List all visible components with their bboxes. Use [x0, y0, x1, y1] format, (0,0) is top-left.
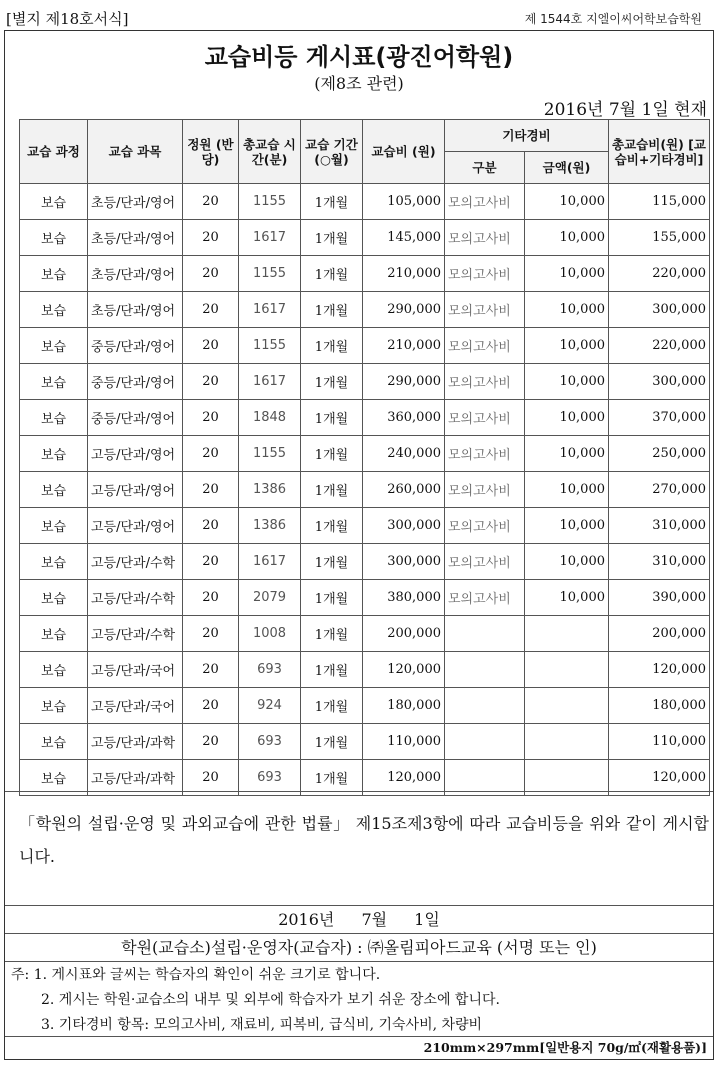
- table-row: [20, 256, 710, 292]
- cell-other-amount: 10,000: [525, 508, 609, 544]
- cell-hours: 1617: [239, 220, 301, 256]
- divider: [5, 933, 713, 934]
- cell-other-type: 모의고사비: [445, 508, 525, 544]
- cell-period: 1개월: [301, 220, 363, 256]
- cell-fee: 300,000: [363, 508, 445, 544]
- table-row: [20, 364, 710, 400]
- cell-fee: 200,000: [363, 616, 445, 652]
- cell-subject: 중등/단과/영어: [88, 328, 183, 364]
- cell-other-amount: 10,000: [525, 580, 609, 616]
- cell-capacity: 20: [183, 184, 239, 220]
- cell-period: 1개월: [301, 724, 363, 760]
- cell-subject: 고등/단과/과학: [88, 724, 183, 760]
- cell-fee: 105,000: [363, 184, 445, 220]
- cell-period: 1개월: [301, 400, 363, 436]
- cell-fee: 145,000: [363, 220, 445, 256]
- cell-total: 220,000: [609, 256, 710, 292]
- cell-total: 180,000: [609, 688, 710, 724]
- cell-period: 1개월: [301, 688, 363, 724]
- cell-capacity: 20: [183, 364, 239, 400]
- cell-course: 보습: [20, 652, 88, 688]
- cell-period: 1개월: [301, 616, 363, 652]
- cell-subject: 고등/단과/영어: [88, 472, 183, 508]
- cell-other-amount: 10,000: [525, 436, 609, 472]
- divider: [5, 905, 713, 906]
- cell-course: 보습: [20, 724, 88, 760]
- table-row: [20, 292, 710, 328]
- sign-date: 2016년 7월 1일: [278, 910, 440, 929]
- current-date: 2016년 7월 1일 현재: [543, 100, 707, 120]
- table-row: [20, 472, 710, 508]
- cell-capacity: 20: [183, 328, 239, 364]
- header-fee: 교습비 (원): [363, 120, 445, 184]
- cell-period: 1개월: [301, 760, 363, 796]
- cell-other-type: 모의고사비: [445, 328, 525, 364]
- cell-hours: 1008: [239, 616, 301, 652]
- cell-other-amount: 10,000: [525, 400, 609, 436]
- cell-other-type: [445, 652, 525, 688]
- page-subtitle: (제8조 관련): [314, 74, 404, 93]
- cell-capacity: 20: [183, 760, 239, 796]
- cell-capacity: 20: [183, 256, 239, 292]
- cell-capacity: 20: [183, 400, 239, 436]
- cell-period: 1개월: [301, 508, 363, 544]
- cell-total: 310,000: [609, 544, 710, 580]
- law-statement: 「학원의 설립·운영 및 과외교습에 관한 법률」 제15조제3항에 따라 교습비등을 위와 같이 게시합니다.: [19, 814, 709, 866]
- cell-total: 390,000: [609, 580, 710, 616]
- cell-other-type: 모의고사비: [445, 292, 525, 328]
- divider: [5, 961, 713, 962]
- cell-course: 보습: [20, 436, 88, 472]
- table-row: [20, 580, 710, 616]
- cell-course: 보습: [20, 364, 88, 400]
- header-other-amount: 금액(원): [525, 152, 609, 184]
- header-hours: 총교습 시간(분): [239, 120, 301, 184]
- table-row: [20, 616, 710, 652]
- cell-other-type: 모의고사비: [445, 256, 525, 292]
- cell-subject: 고등/단과/수학: [88, 580, 183, 616]
- cell-other-amount: 10,000: [525, 292, 609, 328]
- cell-total: 120,000: [609, 760, 710, 796]
- cell-subject: 고등/단과/수학: [88, 616, 183, 652]
- fee-table: [19, 119, 710, 796]
- cell-subject: 고등/단과/과학: [88, 760, 183, 796]
- cell-hours: 1386: [239, 508, 301, 544]
- cell-period: 1개월: [301, 436, 363, 472]
- cell-capacity: 20: [183, 544, 239, 580]
- cell-total: 300,000: [609, 292, 710, 328]
- cell-other-amount: 10,000: [525, 184, 609, 220]
- table-row: [20, 508, 710, 544]
- cell-hours: 1155: [239, 256, 301, 292]
- header-capacity: 정원 (반당): [183, 120, 239, 184]
- cell-course: 보습: [20, 508, 88, 544]
- cell-capacity: 20: [183, 292, 239, 328]
- cell-fee: 290,000: [363, 364, 445, 400]
- cell-capacity: 20: [183, 724, 239, 760]
- cell-hours: 924: [239, 688, 301, 724]
- table-row: [20, 436, 710, 472]
- cell-other-amount: 10,000: [525, 544, 609, 580]
- cell-other-type: 모의고사비: [445, 400, 525, 436]
- cell-other-type: [445, 688, 525, 724]
- cell-capacity: 20: [183, 688, 239, 724]
- cell-other-type: 모의고사비: [445, 580, 525, 616]
- table-row: [20, 724, 710, 760]
- cell-total: 220,000: [609, 328, 710, 364]
- cell-capacity: 20: [183, 436, 239, 472]
- cell-other-amount: 10,000: [525, 364, 609, 400]
- cell-period: 1개월: [301, 364, 363, 400]
- cell-other-amount: [525, 652, 609, 688]
- table-row: [20, 184, 710, 220]
- cell-total: 370,000: [609, 400, 710, 436]
- cell-other-type: 모의고사비: [445, 220, 525, 256]
- cell-total: 300,000: [609, 364, 710, 400]
- cell-other-type: 모의고사비: [445, 544, 525, 580]
- cell-capacity: 20: [183, 472, 239, 508]
- cell-capacity: 20: [183, 220, 239, 256]
- cell-capacity: 20: [183, 652, 239, 688]
- cell-fee: 290,000: [363, 292, 445, 328]
- cell-subject: 고등/단과/국어: [88, 688, 183, 724]
- cell-hours: 693: [239, 724, 301, 760]
- cell-period: 1개월: [301, 472, 363, 508]
- header-period: 교습 기간 (○월): [301, 120, 363, 184]
- header-other-type: 구분: [445, 152, 525, 184]
- table-row: [20, 220, 710, 256]
- form-label: [별지 제18호서식]: [6, 10, 129, 28]
- cell-fee: 380,000: [363, 580, 445, 616]
- cell-other-type: 모의고사비: [445, 184, 525, 220]
- divider: [5, 1036, 713, 1037]
- operator-line: 학원(교습소)설립·운영자(교습자) : ㈜올림피아드교육 (서명 또는 인): [121, 938, 597, 957]
- cell-course: 보습: [20, 544, 88, 580]
- cell-other-amount: 10,000: [525, 220, 609, 256]
- cell-hours: 1848: [239, 400, 301, 436]
- cell-fee: 260,000: [363, 472, 445, 508]
- cell-period: 1개월: [301, 256, 363, 292]
- cell-period: 1개월: [301, 544, 363, 580]
- cell-period: 1개월: [301, 184, 363, 220]
- fee-table-body: [20, 184, 710, 796]
- cell-other-type: [445, 616, 525, 652]
- cell-total: 310,000: [609, 508, 710, 544]
- cell-hours: 1617: [239, 544, 301, 580]
- cell-other-amount: 10,000: [525, 256, 609, 292]
- cell-other-amount: [525, 688, 609, 724]
- cell-fee: 110,000: [363, 724, 445, 760]
- table-row: [20, 400, 710, 436]
- cell-hours: 1155: [239, 184, 301, 220]
- cell-subject: 중등/단과/영어: [88, 400, 183, 436]
- cell-capacity: 20: [183, 508, 239, 544]
- cell-subject: 중등/단과/영어: [88, 364, 183, 400]
- cell-period: 1개월: [301, 580, 363, 616]
- cell-period: 1개월: [301, 652, 363, 688]
- cell-other-type: 모의고사비: [445, 436, 525, 472]
- cell-other-amount: 10,000: [525, 328, 609, 364]
- cell-subject: 고등/단과/영어: [88, 508, 183, 544]
- cell-course: 보습: [20, 760, 88, 796]
- form-number: 제 1544호 지엘이씨어학보습학원: [524, 12, 702, 26]
- cell-total: 200,000: [609, 616, 710, 652]
- cell-hours: 1155: [239, 436, 301, 472]
- cell-course: 보습: [20, 400, 88, 436]
- cell-other-type: [445, 724, 525, 760]
- cell-fee: 210,000: [363, 256, 445, 292]
- cell-course: 보습: [20, 220, 88, 256]
- table-row: [20, 328, 710, 364]
- cell-other-amount: 10,000: [525, 472, 609, 508]
- cell-capacity: 20: [183, 616, 239, 652]
- cell-subject: 초등/단과/영어: [88, 256, 183, 292]
- page-title: 교습비등 게시표(광진어학원): [204, 43, 514, 71]
- cell-fee: 360,000: [363, 400, 445, 436]
- table-row: [20, 544, 710, 580]
- cell-period: 1개월: [301, 328, 363, 364]
- cell-subject: 고등/단과/수학: [88, 544, 183, 580]
- cell-total: 115,000: [609, 184, 710, 220]
- cell-total: 250,000: [609, 436, 710, 472]
- cell-course: 보습: [20, 616, 88, 652]
- cell-total: 270,000: [609, 472, 710, 508]
- cell-hours: 1617: [239, 364, 301, 400]
- cell-hours: 2079: [239, 580, 301, 616]
- cell-fee: 180,000: [363, 688, 445, 724]
- cell-period: 1개월: [301, 292, 363, 328]
- form-frame: [4, 30, 714, 1060]
- header-total: 총교습비(원) [교습비+기타경비]: [609, 120, 710, 184]
- cell-hours: 693: [239, 760, 301, 796]
- cell-subject: 초등/단과/영어: [88, 292, 183, 328]
- cell-total: 155,000: [609, 220, 710, 256]
- cell-capacity: 20: [183, 580, 239, 616]
- cell-total: 110,000: [609, 724, 710, 760]
- cell-hours: 1617: [239, 292, 301, 328]
- cell-course: 보습: [20, 688, 88, 724]
- cell-fee: 240,000: [363, 436, 445, 472]
- cell-fee: 120,000: [363, 760, 445, 796]
- divider: [5, 791, 713, 792]
- note-item: 주: 1. 게시표와 글씨는 학습자의 확인이 쉬운 크기로 합니다.: [11, 967, 381, 983]
- cell-subject: 고등/단과/영어: [88, 436, 183, 472]
- table-row: [20, 652, 710, 688]
- cell-subject: 초등/단과/영어: [88, 184, 183, 220]
- header-other: 기타경비: [445, 120, 609, 152]
- cell-fee: 210,000: [363, 328, 445, 364]
- note-item: 3. 기타경비 항목: 모의고사비, 재료비, 피복비, 급식비, 기숙사비, 차량비: [41, 1017, 483, 1033]
- cell-fee: 120,000: [363, 652, 445, 688]
- cell-other-type: 모의고사비: [445, 472, 525, 508]
- cell-subject: 초등/단과/영어: [88, 220, 183, 256]
- cell-course: 보습: [20, 580, 88, 616]
- cell-hours: 1155: [239, 328, 301, 364]
- cell-other-type: 모의고사비: [445, 364, 525, 400]
- cell-course: 보습: [20, 472, 88, 508]
- cell-course: 보습: [20, 184, 88, 220]
- notes: [11, 963, 500, 1038]
- cell-fee: 300,000: [363, 544, 445, 580]
- cell-hours: 693: [239, 652, 301, 688]
- header-subject: 교습 과목: [88, 120, 183, 184]
- cell-course: 보습: [20, 328, 88, 364]
- cell-course: 보습: [20, 256, 88, 292]
- paper-spec: 210mm×297mm[일반용지 70g/㎡(재활용품)]: [423, 1040, 707, 1055]
- cell-other-amount: [525, 724, 609, 760]
- cell-course: 보습: [20, 292, 88, 328]
- cell-total: 120,000: [609, 652, 710, 688]
- cell-hours: 1386: [239, 472, 301, 508]
- cell-other-amount: [525, 616, 609, 652]
- header-course: 교습 과정: [20, 120, 88, 184]
- note-item: 2. 게시는 학원·교습소의 내부 및 외부에 학습자가 보기 쉬운 장소에 합니다.: [41, 992, 500, 1008]
- cell-subject: 고등/단과/국어: [88, 652, 183, 688]
- table-row: [20, 688, 710, 724]
